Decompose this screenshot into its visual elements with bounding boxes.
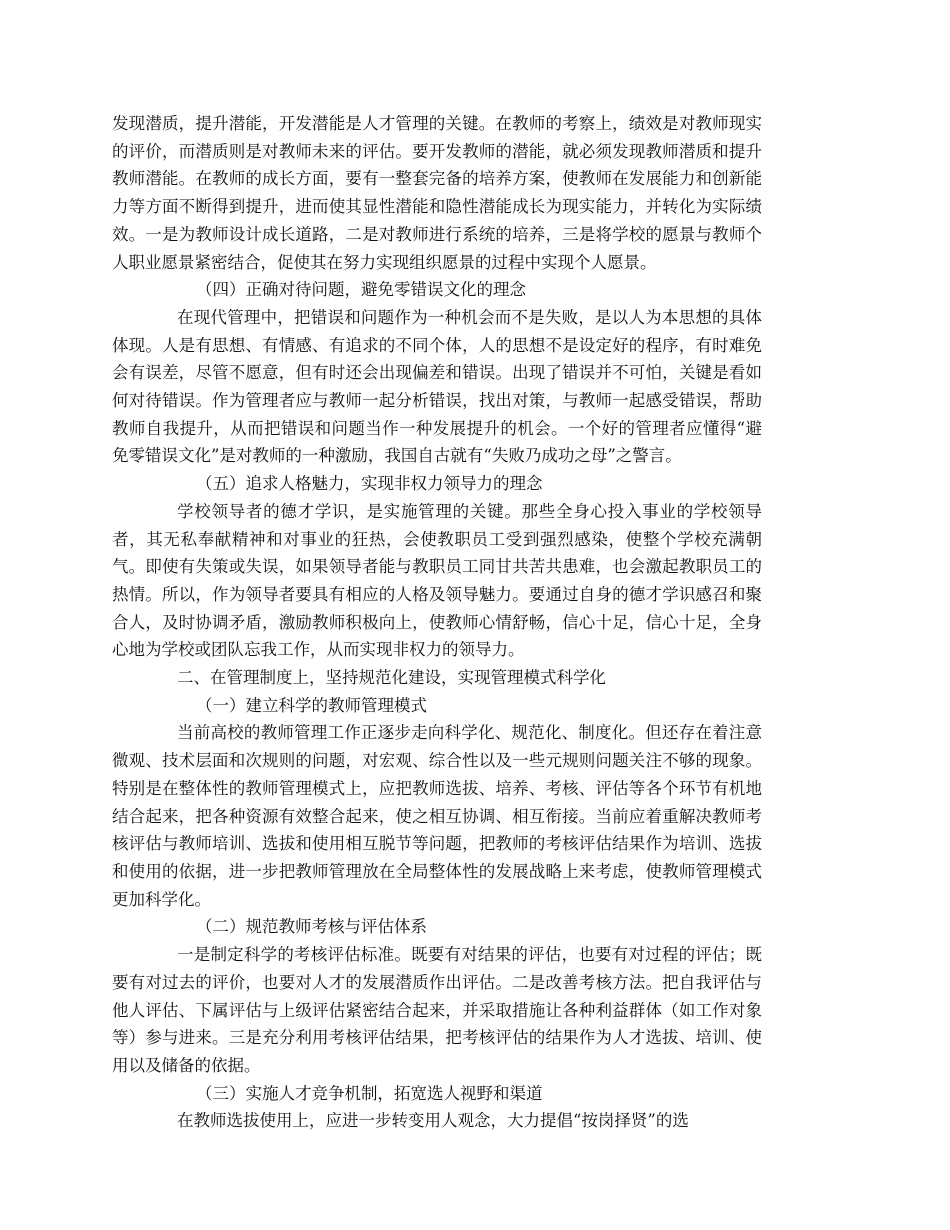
paragraph-evaluation-system: 一是制定科学的考核评估标准。既要有对结果的评估，也要有对过程的评估；既要有对过去的评价，也要对人才的发展潜质作出评估。二是改善考核方法。把自我评估与他人评估、下属评估与上级评估紧密结合起来，并采取措施让各种利益群体（如工作对象等）参与进来。三是充分利用考核评估结果，把考核评估的结果作为人才选拔、培训、使用以及储备的依据。 (112, 945, 762, 1075)
subheading-mistakes: （四）正确对待问题，避免零错误文化的理念 (196, 280, 526, 300)
paragraph-management-model: 当前高校的教师管理工作正逐步走向科学化、规范化、制度化。但还存在着注意微观、技术层面和次规则的问题，对宏观、综合性以及一些元规则问题关注不够的现象。特别是在整体性的教师管理模式上，应把教师选拔、培养、考核、评估等各个环节有机地结合起来，把各种资源有效整合起来，使之相互协调、相互衔接。当前应着重解决教师考核评估与教师培训、选拔和使用相互脱节等问题，把教师的考核评估结果作为培训、选拔和使用的依据，进一步把教师管理放在全局整体性的发展战略上来考虑，使教师管理模式更加科学化。 (112, 723, 762, 909)
paragraph-potential: 发现潜质，提升潜能，开发潜能是人才管理的关键。在教师的考察上，绩效是对教师现实的评价，而潜质则是对教师未来的评估。要开发教师的潜能，就必须发现教师潜质和提升教师潜能。在教师的成长方面，要有一整套完备的培养方案，使教师在发展能力和创新能力等方面不断得到提升，进而使其显性潜能和隐性潜能成长为现实能力，并转化为实际绩效。一是为教师设计成长道路，二是对教师进行系统的培养，三是将学校的愿景与教师个人职业愿景紧密结合，促使其在努力实现组织愿景的过程中实现个人愿景。 (112, 114, 762, 272)
paragraph-competition: 在教师选拔使用上，应进一步转变用人观念，大力提倡“按岗择贤”的选 (177, 1111, 689, 1131)
paragraph-mistakes: 在现代管理中，把错误和问题作为一种机会而不是失败，是以人为本思想的具体体现。人是有思想、有情感、有追求的不同个体，人的思想不是设定好的程序，有时难免会有误差，尽管不愿意，但有时还会出现偏差和错误。出现了错误并不可怕，关键是看如何对待错误。作为管理者应与教师一起分析错误，找出对策，与教师一起感受错误，帮助教师自我提升，从而把错误和问题当作一种发展提升的机会。一个好的管理者应懂得“避免零错误文化”是对教师的一种激励，我国自古就有“失败乃成功之母”之警言。 (112, 307, 762, 466)
section-heading-management-system: 二、在管理制度上，坚持规范化建设，实现管理模式科学化 (177, 668, 606, 688)
document-page (112, 110, 762, 1135)
subheading-competition: （三）实施人才竞争机制，拓宽选人视野和渠道 (196, 1083, 543, 1103)
subheading-charisma: （五）追求人格魅力，实现非权力领导力的理念 (196, 474, 543, 494)
subheading-evaluation-system: （二）规范教师考核与评估体系 (196, 917, 427, 937)
paragraph-charisma: 学校领导者的德才学识，是实施管理的关键。那些全身心投入事业的学校领导者，其无私奉献精神和对事业的狂热，会使教职员工受到强烈感染，使整个学校充满朝气。即使有失策或失误，如果领导者能与教职员工同甘共苦共患难，也会激起教职员工的热情。所以，作为领导者要具有相应的人格及领导魅力。要通过自身的德才学识感召和聚合人，及时协调矛盾，激励教师积极向上，使教师心情舒畅，信心十足，信心十足，全身心地为学校或团队忘我工作，从而实现非权力的领导力。 (112, 501, 762, 660)
subheading-management-model: （一）建立科学的教师管理模式 (196, 695, 427, 715)
